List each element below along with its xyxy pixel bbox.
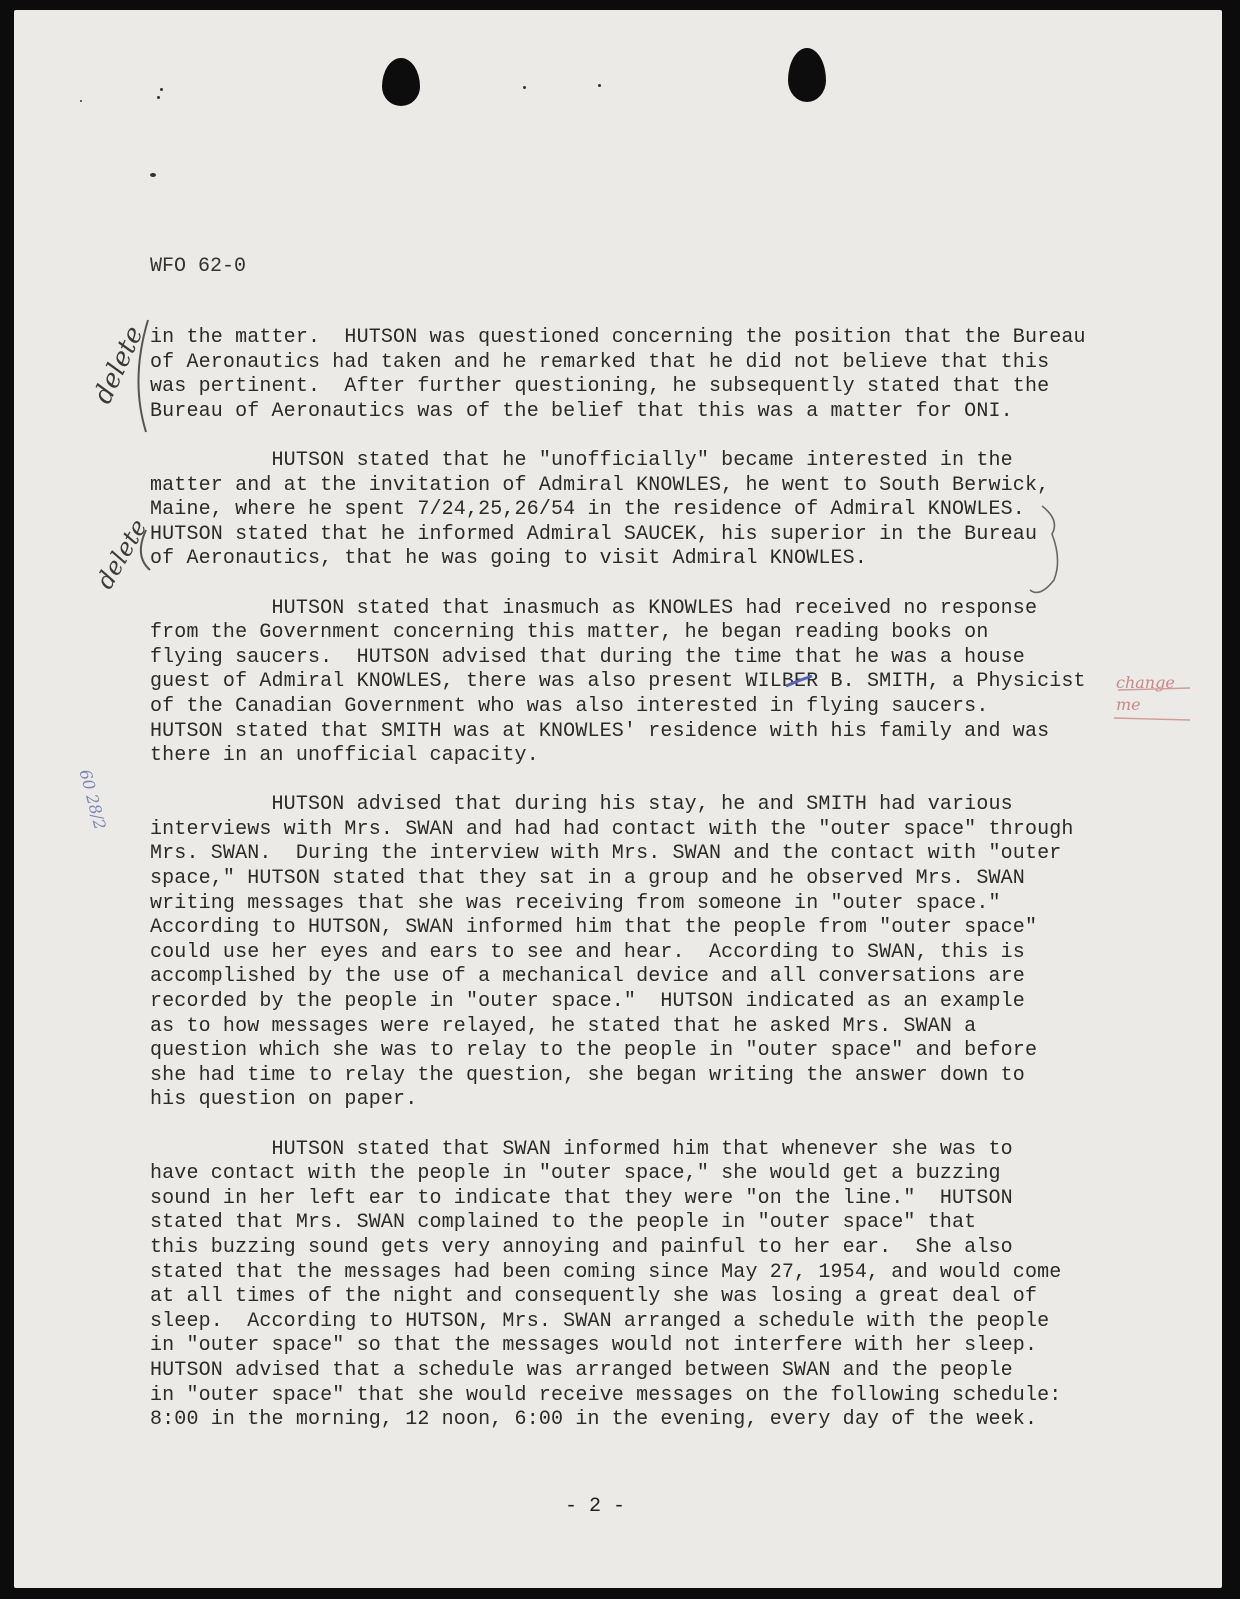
- speck: [150, 173, 156, 177]
- text-line: was pertinent. After further questioning, he subsequently stated that the: [150, 375, 1050, 399]
- text-line: stated that the messages had been coming since May 27, 1954, and would come: [150, 1260, 1062, 1284]
- text-line: matter and at the invitation of Admiral KNOWLES, he went to South Berwick,: [150, 473, 1050, 497]
- text-line: she had time to relay the question, she began writing the answer down to: [150, 1063, 1025, 1087]
- file-number: WFO 62-0: [150, 255, 247, 278]
- text-line: HUTSON stated that SMITH was at KNOWLES' residence with his family and was: [150, 719, 1050, 743]
- paragraph: [150, 1138, 1150, 1433]
- text-line: sound in her left ear to indicate that they were "on the line." HUTSON: [150, 1186, 1013, 1210]
- text-line: have contact with the people in "outer space," she would get a buzzing: [150, 1162, 1001, 1186]
- text-line: could use her eyes and ears to see and hear. According to SWAN, this is: [150, 940, 1025, 964]
- speck: [157, 96, 160, 99]
- text-line: from the Government concerning this matter, he began reading books on: [150, 621, 989, 645]
- text-line: 8:00 in the morning, 12 noon, 6:00 in the evening, every day of the week.: [150, 1408, 1038, 1432]
- text-line: interviews with Mrs. SWAN and had had contact with the "outer space" through: [150, 817, 1074, 841]
- text-line: HUTSON advised that during his stay, he and SMITH had various: [150, 793, 1013, 817]
- text-line: as to how messages were relayed, he stated that he asked Mrs. SWAN a: [150, 1014, 977, 1038]
- speck: [523, 86, 526, 89]
- speck: [160, 88, 163, 91]
- text-line: Mrs. SWAN. During the interview with Mrs. SWAN and the contact with "outer: [150, 842, 1062, 866]
- paragraph: [150, 449, 1150, 572]
- text-line: there in an unofficial capacity.: [150, 744, 539, 768]
- change-annotation: change me: [1116, 673, 1175, 714]
- text-line: sleep. According to HUTSON, Mrs. SWAN arranged a schedule with the people: [150, 1309, 1050, 1333]
- text-line: of Aeronautics, that he was going to visit Admiral KNOWLES.: [150, 547, 867, 571]
- paragraph: [150, 793, 1150, 1113]
- text-line: accomplished by the use of a mechanical device and all conversations are: [150, 965, 1025, 989]
- text-line: writing messages that she was receiving from someone in "outer space.": [150, 891, 1001, 915]
- speck: [598, 84, 601, 87]
- text-line: his question on paper.: [150, 1088, 418, 1112]
- text-line: guest of Admiral KNOWLES, there was also present WILBER B. SMITH, a Physicist: [150, 670, 1086, 694]
- text-line: in "outer space" that she would receive messages on the following schedule:: [150, 1383, 1062, 1407]
- text-line: HUTSON stated that inasmuch as KNOWLES had received no response: [150, 596, 1038, 620]
- paragraph: [150, 326, 1150, 424]
- text-line: HUTSON stated that he "unofficially" became interested in the: [150, 448, 1013, 472]
- speck: [80, 100, 82, 102]
- text-line: in "outer space" so that the messages would not interfere with her sleep.: [150, 1334, 1038, 1358]
- page-number: - 2 -: [565, 1495, 626, 1518]
- text-line: at all times of the night and consequently she was losing a great deal of: [150, 1285, 1038, 1309]
- text-line: flying saucers. HUTSON advised that during the time that he was a house: [150, 645, 1025, 669]
- text-line: space," HUTSON stated that they sat in a group and he observed Mrs. SWAN: [150, 867, 1025, 891]
- text-line: Maine, where he spent 7/24,25,26/54 in the residence of Admiral KNOWLES.: [150, 498, 1025, 522]
- text-line: stated that Mrs. SWAN complained to the people in "outer space" that: [150, 1211, 977, 1235]
- text-line: recorded by the people in "outer space." HUTSON indicated as an example: [150, 990, 1025, 1014]
- text-line: of Aeronautics had taken and he remarked that he did not believe that this: [150, 350, 1050, 374]
- paragraph: [150, 597, 1150, 769]
- text-line: in the matter. HUTSON was questioned concerning the position that the Bureau: [150, 326, 1086, 349]
- text-line: HUTSON stated that he informed Admiral SAUCEK, his superior in the Bureau: [150, 522, 1038, 546]
- delete-annotation: delete: [90, 514, 153, 594]
- text-line: HUTSON stated that SWAN informed him that whenever she was to: [150, 1137, 1013, 1161]
- text-line: According to HUTSON, SWAN informed him that the people from "outer space": [150, 916, 1038, 940]
- body-text: [150, 326, 1150, 1457]
- delete-annotation: delete: [87, 321, 150, 409]
- margin-number-annotation: 60 28/2: [75, 767, 110, 832]
- text-line: Bureau of Aeronautics was of the belief that this was a matter for ONI.: [150, 399, 1013, 423]
- text-line: this buzzing sound gets very annoying and painful to her ear. She also: [150, 1235, 1013, 1259]
- text-line: question which she was to relay to the people in "outer space" and before: [150, 1039, 1038, 1063]
- text-line: of the Canadian Government who was also interested in flying saucers.: [150, 694, 989, 718]
- text-line: HUTSON advised that a schedule was arranged between SWAN and the people: [150, 1358, 1013, 1382]
